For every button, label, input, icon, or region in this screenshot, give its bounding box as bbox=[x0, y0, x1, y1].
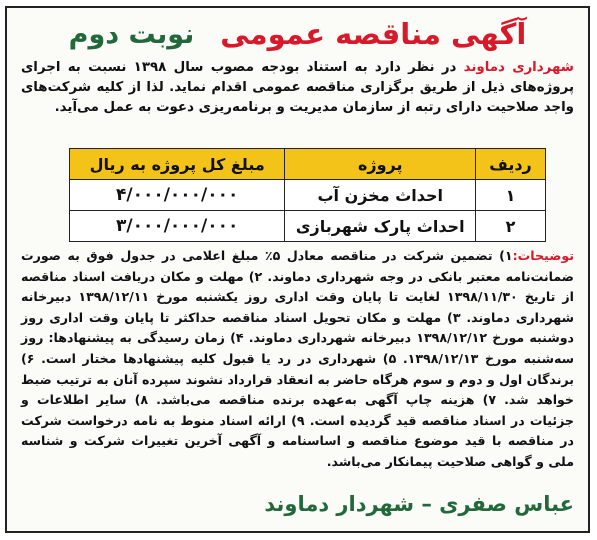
notes-text: ۱) تضمین شرکت در مناقصه معادل ۵٪ مبلغ اعلامی در جدول فوق به صورت ضمانت‌نامه معتبر بانکی در وجه شهرداری دماوند. ۲) مهلت و مکان دریافت اسناد مناقصه از تاریخ ۱۳۹۸/۱۱/۳۰ لغایت تا پایان وقت اداری روز یکشنبه مورخ ۱۳۹۸/۱۲/۱۱ دبیرخانه شهرداری دماوند. ۳) مهلت و مکان تحویل اسناد مناقصه حداکثر تا پایان وقت اداری روز دوشنبه مورخ ۱۳۹۸/۱۲/۱۲ دبیرخانه شهرداری دماوند. ۴) زمان رسیدگی به پیشنهادها: روز سه‌شنبه مورخ ۱۳۹۸/۱۲/۱۳. ۵) شهرداری در رد یا قبول کلیه پیشنهادها مختار است. ۶) برندگان اول و دوم و سوم هرگاه حاضر به انعقاد قرارداد نشوند سپرده آنان به ترتیب ضبط خواهد شد. ۷) هزینه چاپ آگهی به‌عهده برنده مناقصه می‌باشد. ۸) سایر اطلاعات و جزئیات در اسناد مناقصه قید گردیده است. ۹) ارائه اسناد منوط به نامه درخواست شرکت در مناقصه با قید موضوع مناقصه و اساسنامه و آگهی آخرین تغییرات شرکت و شناسه ملی و گواهی صلاحیت پیمانکار می‌باشد. bbox=[21, 248, 574, 469]
title-row bbox=[7, 14, 588, 54]
intro-paragraph bbox=[21, 58, 574, 118]
row-index: ۱ bbox=[476, 180, 546, 211]
row-project: احداث پارک شهربازی bbox=[285, 211, 476, 242]
table-header-row bbox=[70, 149, 546, 180]
intro-text: در نظر دارد به استناد بودجه مصوب سال ۱۳۹۸ نسبت به اجرای پروژه‌های ذیل از طریق برگزاری مناقصه عمومی اقدام نماید. لذا از کلیه شرکت‌های واجد صلاحیت دارای رتبه از سازمان مدیریت و برنامه‌ریزی دعوت به عمل می‌آید. bbox=[21, 60, 574, 115]
projects-table-wrap bbox=[69, 148, 546, 242]
header-index: ردیف bbox=[476, 149, 546, 180]
row-amount: ۴/۰۰۰/۰۰۰/۰۰۰ bbox=[70, 180, 285, 211]
signature: عباس صفری – شهردار دماوند bbox=[264, 492, 574, 516]
table-row bbox=[70, 180, 546, 211]
advertisement-frame bbox=[5, 6, 590, 533]
org-name: شهرداری دماوند bbox=[463, 60, 574, 75]
notes-label: توضیحات: bbox=[512, 248, 574, 263]
header-project: پروژه bbox=[285, 149, 476, 180]
ad-round: نوبت دوم bbox=[68, 18, 195, 50]
row-index: ۲ bbox=[476, 211, 546, 242]
row-amount: ۳/۰۰۰/۰۰۰/۰۰۰ bbox=[70, 211, 285, 242]
header-amount: مبلغ کل پروژه به ریال bbox=[70, 149, 285, 180]
ad-title: آگهی مناقصه عمومی bbox=[220, 17, 527, 51]
notes-paragraph bbox=[21, 246, 574, 473]
row-project: احداث مخزن آب bbox=[285, 180, 476, 211]
projects-table bbox=[69, 148, 546, 242]
table-row bbox=[70, 211, 546, 242]
